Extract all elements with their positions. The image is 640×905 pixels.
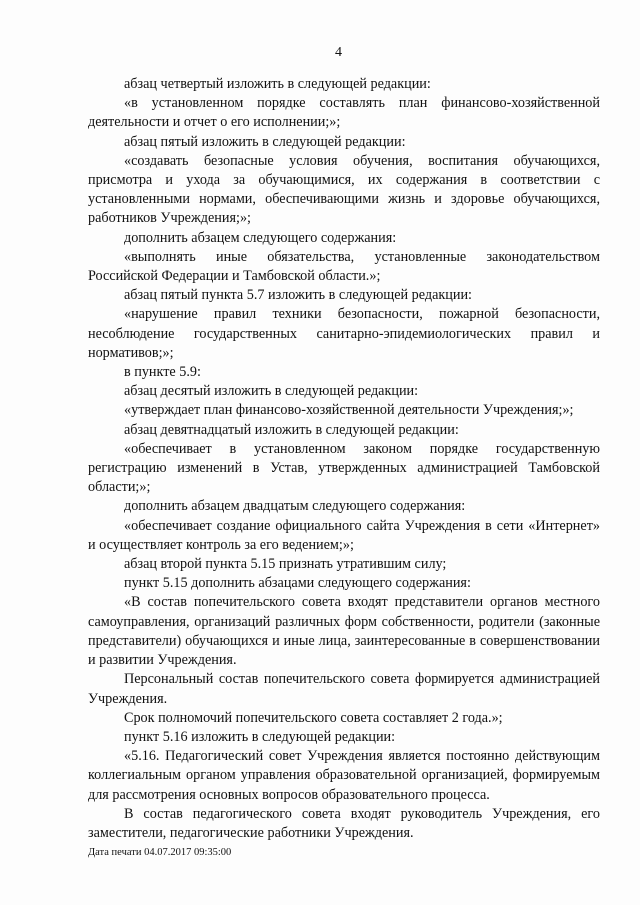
paragraph: дополнить абзацем следующего содержания: xyxy=(124,229,397,246)
paragraph: пункт 5.16 изложить в следующей редакции: xyxy=(124,728,396,745)
print-date-footer: Дата печати 04.07.2017 09:35:00 xyxy=(88,847,232,858)
paragraph: «обеспечивает в установленном законом порядке государственную регистрацию изменений в Устав, утвержденных администрацией Тамбовской области;»; xyxy=(88,440,600,496)
paragraph: Срок полномочий попечительского совета составляет 2 года.»; xyxy=(124,709,503,726)
paragraph: абзац пятый пункта 5.7 изложить в следующей редакции: xyxy=(124,287,472,304)
paragraph: «нарушение правил техники безопасности, пожарной безопасности, несоблюдение государственных санитарно-эпидемиологических правил и нормативов;»; xyxy=(88,306,600,361)
document-body xyxy=(88,75,600,843)
paragraph: «выполнять иные обязательства, установленные законодательством Российской Федерации и Тамбовской области.»; xyxy=(88,248,600,285)
paragraph: дополнить абзацем двадцатым следующего содержания: xyxy=(124,498,466,515)
paragraph: в пункте 5.9: xyxy=(124,364,201,381)
paragraph: Персональный состав попечительского совета формируется администрацией Учреждения. xyxy=(88,671,600,707)
paragraph: абзац девятнадцатый изложить в следующей редакции: xyxy=(124,421,459,438)
paragraph: абзац пятый изложить в следующей редакции: xyxy=(124,133,406,150)
paragraph: «утверждает план финансово-хозяйственной деятельности Учреждения;»; xyxy=(124,402,574,419)
paragraph: «обеспечивает создание официального сайта Учреждения в сети «Интернет» и осуществляет контроль за его ведением;»; xyxy=(88,517,600,553)
paragraph: «В состав попечительского совета входят представители органов местного самоуправления, организаций различных форм собственности, родители (законные представители) обучающихся и иные лица, заинтересованные в совершенствовании и развитии Учреждения. xyxy=(88,594,600,669)
paragraph: В состав педагогического совета входят руководитель Учреждения, его заместители, педагогические работники Учреждения. xyxy=(88,805,600,841)
page-number: 4 xyxy=(335,45,342,60)
paragraph: абзац четвертый изложить в следующей редакции: xyxy=(124,76,431,92)
paragraph: абзац второй пункта 5.15 признать утратившим силу; xyxy=(124,556,447,573)
paragraph: «в установленном порядке составлять план финансово-хозяйственной деятельности и отчет о его исполнении;»; xyxy=(88,95,600,131)
paragraph: абзац десятый изложить в следующей редакции: xyxy=(124,383,419,400)
paragraph: «5.16. Педагогический совет Учреждения является постоянно действующим коллегиальным органом управления образовательной организацией, формируемым для рассмотрения основных вопросов образовательного процесса. xyxy=(88,748,600,803)
paragraph: «создавать безопасные условия обучения, воспитания обучающихся, присмотра и ухода за обучающимися, их содержания в соответствии с установленными нормами, обеспечивающими жизнь и здоровье обучающихся, работников Учреждения;»; xyxy=(88,152,600,227)
paragraph: пункт 5.15 дополнить абзацами следующего содержания: xyxy=(124,575,471,592)
